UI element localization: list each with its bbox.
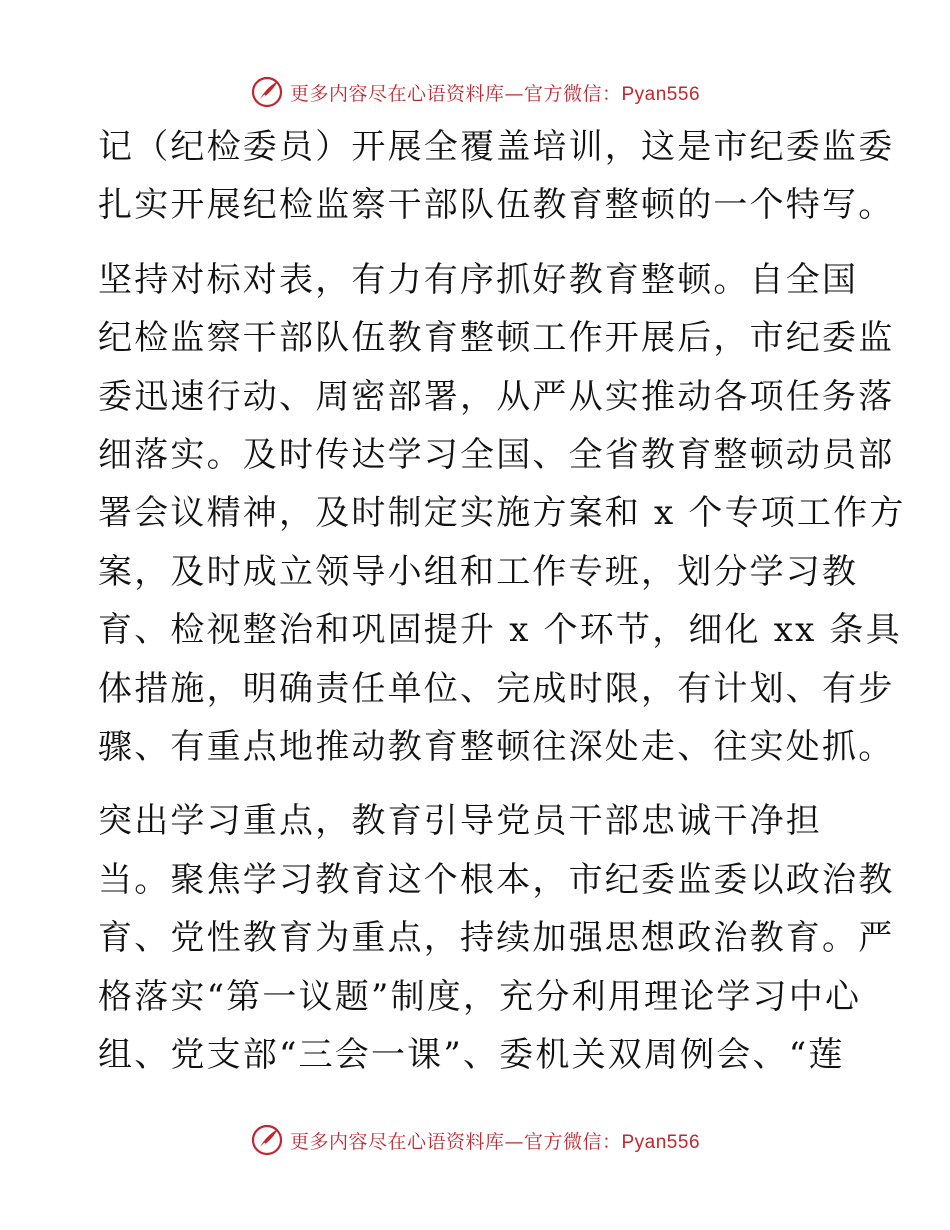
text-line: 突出学习重点，教育引导党员干部忠诚干净担	[98, 801, 822, 842]
text-line: 细落实。及时传达学习全国、全省教育整顿动员部	[98, 435, 895, 476]
watermark-brand: 更多内容尽在心语资料库	[289, 82, 505, 105]
watermark-label: 官方微信：	[523, 82, 622, 105]
text-line: 育、党性教育为重点，持续加强思想政治教育。严	[98, 918, 895, 959]
watermark-text	[290, 79, 700, 106]
quill-pen-icon	[250, 1123, 284, 1157]
text-line: 当。聚焦学习教育这个根本，市纪委监委以政治教	[98, 859, 895, 900]
watermark-separator: —	[504, 1130, 524, 1153]
text-line: 骤、有重点地推动教育整顿往深处走、往实处抓。	[98, 727, 895, 768]
watermark-brand: 更多内容尽在心语资料库	[289, 1130, 505, 1153]
footer-watermark	[0, 1120, 950, 1160]
text-line: 委迅速行动、周密部署，从严从实推动各项任务落	[98, 376, 895, 417]
header-watermark	[0, 72, 950, 112]
paragraph-3	[98, 792, 895, 1084]
paragraph-2	[98, 251, 906, 777]
text-line: 案，及时成立领导小组和工作专班，划分学习教	[98, 551, 859, 592]
text-line: 格落实“第一议题”制度，充分利用理论学习中心	[98, 976, 862, 1017]
watermark-wechat-id: Pyan556	[621, 83, 701, 105]
watermark-separator: —	[504, 82, 524, 105]
text-line: 育、检视整治和巩固提升 x 个环节，细化 xx 条具	[98, 610, 902, 651]
text-line: 组、党支部“三会一课”、委机关双周例会、“莲	[98, 1035, 845, 1076]
quill-pen-icon	[250, 75, 284, 109]
text-line: 署会议精神，及时制定实施方案和 x 个专项工作方	[98, 493, 906, 534]
text-line: 坚持对标对表，有力有序抓好教育整顿。自全国	[98, 259, 859, 300]
text-line: 扎实开展纪检监察干部队伍教育整顿的一个特写。	[98, 185, 895, 226]
watermark-wechat-id: Pyan556	[621, 1131, 701, 1153]
watermark-label: 官方微信：	[523, 1130, 622, 1153]
document-body	[98, 118, 906, 1085]
text-line: 纪检监察干部队伍教育整顿工作开展后，市纪委监	[98, 318, 895, 359]
text-line: 体措施，明确责任单位、完成时限，有计划、有步	[98, 668, 895, 709]
paragraph-1	[98, 118, 895, 235]
watermark-text	[290, 1127, 700, 1154]
text-line: 记（纪检委员）开展全覆盖培训，这是市纪委监委	[98, 127, 895, 167]
